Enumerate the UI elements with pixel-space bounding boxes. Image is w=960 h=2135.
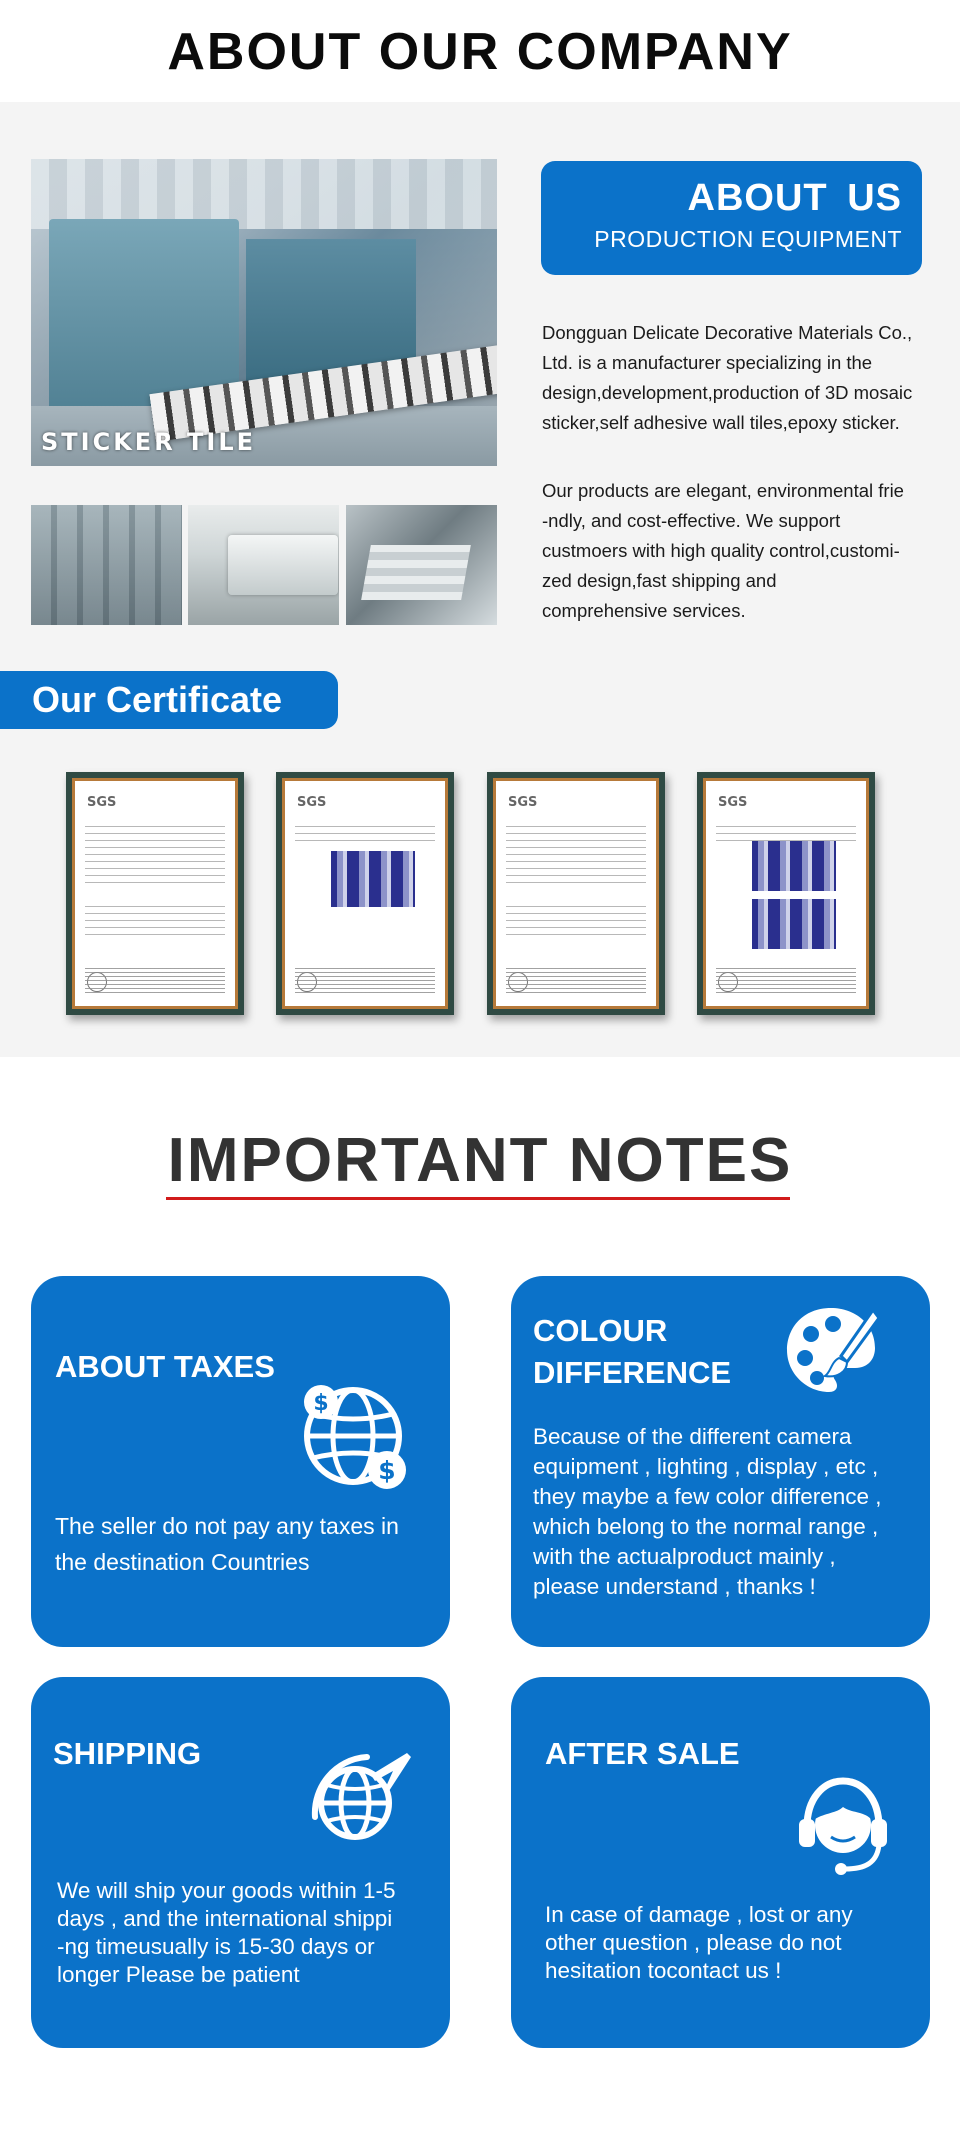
tile-sample-image [331,851,415,907]
title-underline [166,1197,790,1200]
certificate-document [276,772,454,1015]
photo-caption: STICKER TILE [41,428,257,456]
equipment-thumbnail-2 [188,505,339,625]
tile-sample-image [752,899,836,949]
certificate-document [697,772,875,1015]
card-title: SHIPPING [53,1736,202,1771]
equipment-thumbnail-3 [346,505,497,625]
svg-text:$: $ [313,1391,329,1416]
shipping-card [31,1677,450,2048]
sgs-logo: SGS [87,795,117,810]
equipment-thumbnail-1 [31,505,182,625]
globe-dollar-icon [301,1384,409,1492]
sgs-logo: SGS [718,795,748,810]
sgs-logo: SGS [297,795,327,810]
card-text: The seller do not pay any taxes in the destination Countries [55,1513,399,1575]
palette-brush-icon [781,1300,881,1400]
card-text: Because of the different camera equipment , lighting , display , etc , they maybe a few color difference , which belong to the normal range , with the actualproduct mainly , please understand , thanks ! [533,1424,882,1599]
about-us-subtitle: PRODUCTION EQUIPMENT [594,226,902,252]
card-title: ABOUT TAXES [55,1349,275,1384]
customer-service-headset-icon [793,1773,895,1879]
sgs-logo: SGS [508,795,538,810]
company-products-description: Our products are elegant, environmental frie -ndly, and cost-effective. We support custmoers with high quality control,customi- zed design,fast shipping and comprehensive services. [542,480,904,621]
important-notes-title: IMPORTANT NOTES [167,1126,793,1195]
page-title: ABOUT OUR COMPANY [167,23,793,81]
about-us-badge [541,161,922,275]
company-description: Dongguan Delicate Decorative Materials Co., Ltd. is a manufacturer specializing in the design,development,production of 3D mosaic sticker,self adhesive wall tiles,epoxy sticker. [542,322,913,433]
after-sale-card [511,1677,930,2048]
card-text: We will ship your goods within 1-5 days , and the international shippi -ng timeusually is 15-30 days or longer Please be patient [57,1878,396,1987]
about-us-title: ABOUT US [687,177,902,219]
taxes-card [31,1276,450,1647]
factory-photo [31,159,497,466]
tile-sample-image [752,841,836,891]
svg-text:$: $ [378,1456,396,1485]
card-text: In case of damage , lost or any other question , please do not hesitation tocontact us ! [545,1902,853,1983]
globe-plane-icon [309,1747,413,1851]
certificate-document [487,772,665,1015]
card-title: AFTER SALE [545,1736,740,1771]
certificate-document [66,772,244,1015]
card-title: COLOUR DIFFERENCE [533,1313,732,1390]
colour-difference-card [511,1276,930,1647]
certificate-heading: Our Certificate [0,671,338,729]
